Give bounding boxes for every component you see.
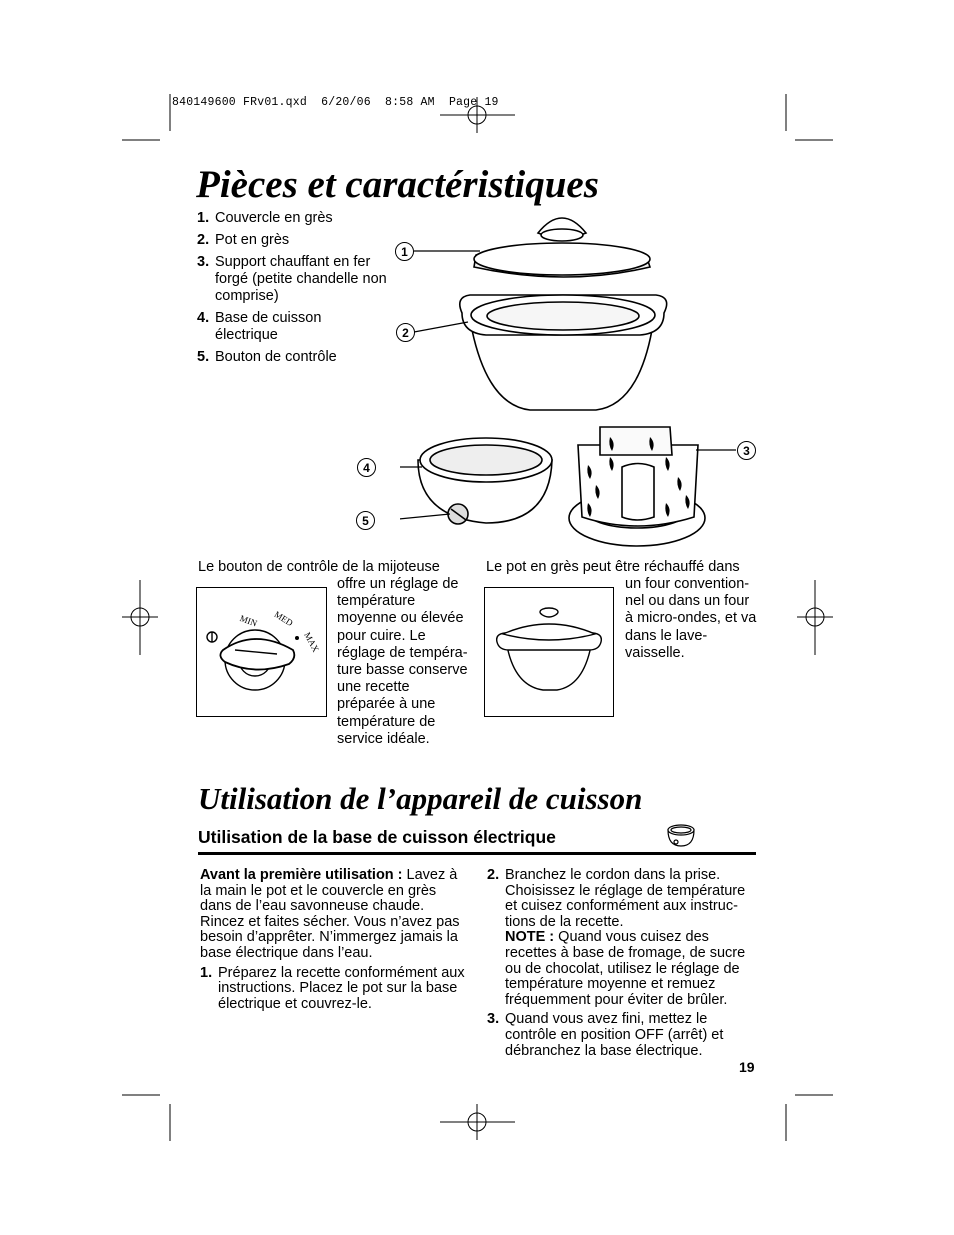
callout-5: 5 (356, 511, 375, 530)
section-title-usage: Utilisation de l’appareil de cuisson (198, 781, 643, 816)
intro-paragraph: Avant la première utilisation : Lavez à la main le pot et le couvercle en grès dans de l’eau savonneuse chaude. Rincez et faites sécher. Vous n’avez pas besoin d’apprêter. N’immergez jamais la base électrique dans l’eau. (200, 867, 460, 961)
list-item: 1. Couvercle en grès (197, 210, 333, 226)
knob-label-med: MED (272, 609, 295, 629)
warming-base-icon (664, 818, 698, 850)
callout-4: 4 (357, 458, 376, 477)
section-title-parts: Pièces et caractéristiques (196, 163, 599, 206)
instructions-left-column (200, 868, 468, 1012)
knob-caption-rest: offre un réglage de température moyenne ou élevée pour cuire. Le réglage de tempéra-ture basse conserve une recette préparée à une température de service idéale. (337, 576, 468, 747)
list-item: 4. Base de cuisson électrique (197, 310, 322, 343)
parts-list (197, 210, 387, 371)
instructions-right-column (487, 868, 759, 1059)
callout-2: 2 (396, 323, 415, 342)
product-illustration (400, 205, 740, 550)
list-item: 3. Support chauffant en fer forgé (petite chandelle non comprise) (197, 254, 387, 304)
step-3: 3. Quand vous avez fini, mettez le contrôle en position OFF (arrêt) et débranchez la base électrique. (487, 1011, 724, 1059)
pot-caption-rest: un four convention-nel ou dans un four à micro-ondes, et va dans le lave-vaisselle. (625, 576, 757, 661)
callout-3: 3 (737, 441, 756, 460)
warming-stand-illustration (569, 427, 705, 546)
step-1: 1. Préparez la recette conformément aux instructions. Placez le pot sur la base électrique et couvrez-le. (200, 964, 465, 1012)
lid-illustration (474, 218, 650, 277)
knob-caption-line1: Le bouton de contrôle de la mijoteuse (198, 559, 440, 575)
pot-caption-line1: Le pot en grès peut être réchauffé dans (486, 559, 740, 575)
list-item: 2. Pot en grès (197, 232, 290, 248)
callout-1: 1 (395, 242, 414, 261)
pot-illustration (460, 295, 667, 410)
warming-base-illustration (418, 438, 552, 524)
knob-label-max: MAX (302, 630, 321, 654)
file-slug: 840149600 FRv01.qxd 6/20/06 8:58 AM Page 19 (172, 96, 499, 109)
step-2: 2. Branchez le cordon dans la prise. Choisissez le réglage de température et cuisez conformément aux instruc-tions de la recette. NOTE : Quand vous cuisez des recettes à base de fromage, de sucre ou de chocolat, utilisez le réglage de température moyenne et remuez fréquemment pour éviter de brûler. (487, 867, 746, 1008)
knob-figure-box (196, 587, 327, 717)
control-knob-illustration (197, 588, 326, 716)
section-divider (198, 852, 756, 855)
pot-figure-box (484, 587, 614, 717)
page-number: 19 (739, 1059, 755, 1075)
subsection-title: Utilisation de la base de cuisson électrique (198, 827, 556, 847)
knob-label-min: MIN (238, 613, 259, 629)
list-item: 5. Bouton de contrôle (197, 349, 337, 365)
pot-with-lid-illustration (485, 588, 613, 716)
